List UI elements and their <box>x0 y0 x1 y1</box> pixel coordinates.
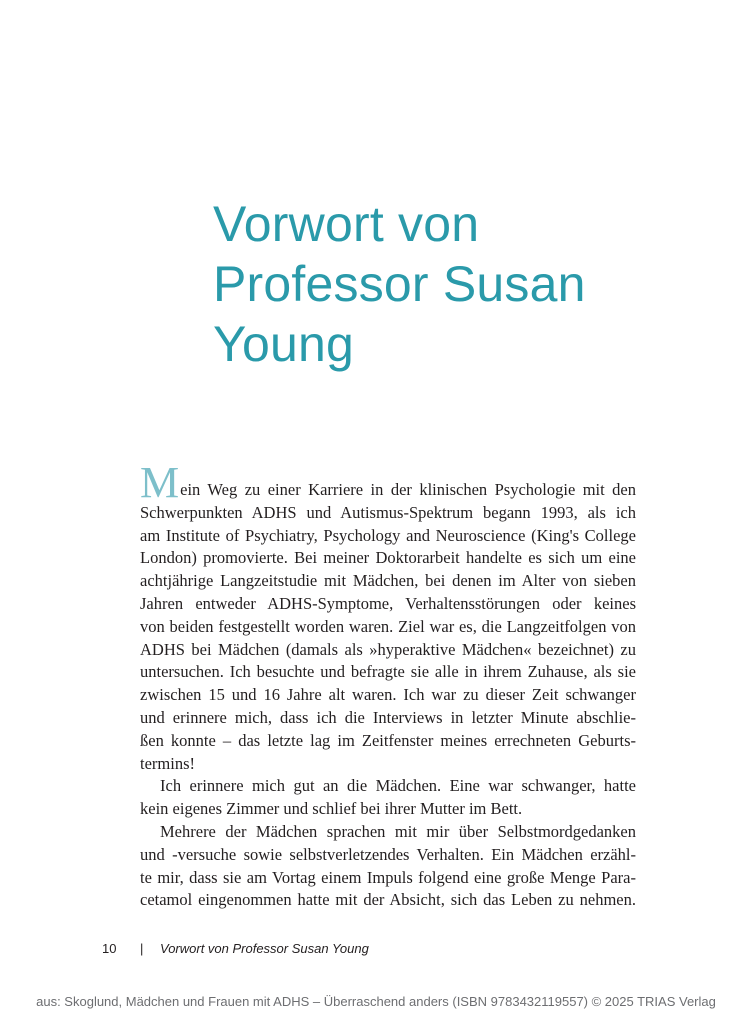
text-line: Jahren entweder ADHS-Symptome, Verhaltensstörungen oder keines <box>140 593 636 613</box>
text-line: cetamol eingenommen hatte mit der Absicht, sich das Leben zu nehmen. <box>140 890 636 910</box>
chapter-title-line: Young <box>213 316 354 372</box>
text-line: untersuchen. Ich besuchte und befragte sie alle in ihrem Zuhause, als sie <box>140 662 636 682</box>
text-line: London) promovierte. Bei meiner Doktorarbeit handelte es sich um eine <box>140 548 636 568</box>
drop-cap: M <box>140 458 180 507</box>
text-line: am Institute of Psychiatry, Psychology and Neuroscience (King's College <box>140 525 636 545</box>
paragraph-1 <box>140 458 636 775</box>
text-line: termins! <box>140 753 195 773</box>
chapter-title-line: Vorwort von <box>213 196 480 252</box>
chapter-title <box>213 194 586 374</box>
running-title: Vorwort von Professor Susan Young <box>160 941 369 956</box>
text-line: achtjährige Langzeitstudie mit Mädchen, bei denen im Alter von sieben <box>140 571 636 591</box>
chapter-title-line: Professor Susan <box>213 256 586 312</box>
text-line: Mein Weg zu einer Karriere in der klinischen Psychologie mit den <box>140 458 636 507</box>
source-credit: aus: Skoglund, Mädchen und Frauen mit ADHS – Überraschend anders (ISBN 9783432119557) © 2025 TRIAS Verlag <box>36 994 716 1009</box>
text-line: te mir, dass sie am Vortag einem Impuls folgend eine große Menge Para- <box>140 867 636 887</box>
body-text <box>140 458 636 912</box>
paragraph-3 <box>140 821 636 912</box>
text-line: Schwerpunkten ADHS und Autismus-Spektrum begann 1993, als ich <box>140 502 636 522</box>
text-line: ADHS bei Mädchen (damals als »hyperaktive Mädchen« bezeichnet) zu <box>140 639 636 659</box>
text-line: von beiden festgestellt worden waren. Ziel war es, die Langzeitfolgen von <box>140 616 636 636</box>
page-footer <box>102 941 369 956</box>
text-line: zwischen 15 und 16 Jahre alt waren. Ich war zu dieser Zeit schwanger <box>140 685 636 705</box>
text-line: und erinnere mich, dass ich die Interviews in letzter Minute abschlie- <box>140 707 636 727</box>
text-line: ßen konnte – das letzte lag im Zeitfenster meines errechneten Geburts- <box>140 730 636 750</box>
text-line: kein eigenes Zimmer und schlief bei ihrer Mutter im Bett. <box>140 799 523 819</box>
paragraph-2 <box>140 775 636 821</box>
text-line: Mehrere der Mädchen sprachen mit mir über Selbstmordgedanken <box>160 821 636 841</box>
page-number: 10 <box>102 941 117 956</box>
text-line: und -versuche sowie selbstverletzendes Verhalten. Ein Mädchen erzähl- <box>140 844 636 864</box>
text-line: Ich erinnere mich gut an die Mädchen. Eine war schwanger, hatte <box>160 776 636 796</box>
footer-separator: | <box>140 941 144 956</box>
